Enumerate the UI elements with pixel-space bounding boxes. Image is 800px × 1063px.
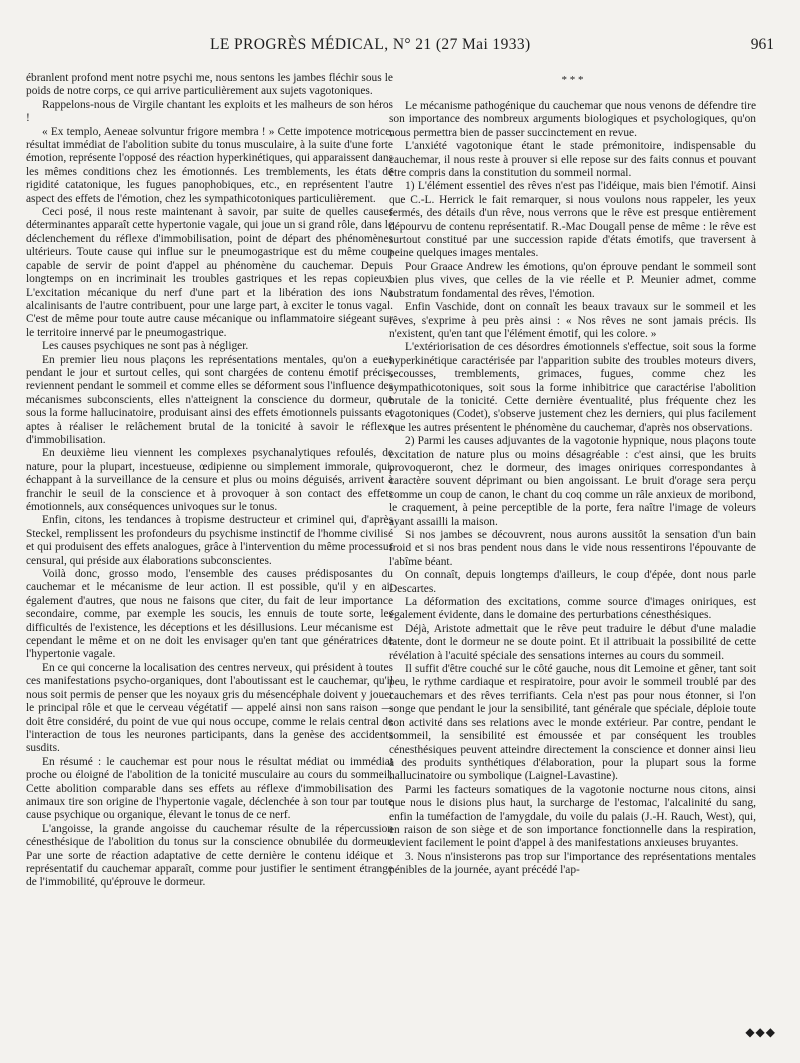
end-ornament: ◆◆◆ — [745, 1025, 776, 1039]
paragraph: Voilà donc, grosso modo, l'ensemble des causes prédisposantes du cauchemar et le mécanisme de leur action. Il est possible, qu'il y en ait également d'autres, que nous ne faisons que citer, du fait de leur importance secondaire, comme, par exemple les soucis, les ennuis de toute sorte, les difficultés de l'existence, les déceptions et les désillusions. Leur mécanisme est cependant le même et on ne doit les envisager qu'en tant que génératrices de l'hypertonie vagale. — [26, 568, 393, 661]
section-separator: * * * — [561, 74, 584, 86]
paragraph: ébranlent profond ment notre psychi me, nous sentons les jambes fléchir sous le poids de notre corps, ce qui arrive particulièrement aux sujets vagotoniques. — [26, 72, 393, 98]
paragraph: « Ex templo, Aeneae solvuntur frigore membra ! » Cette impotence motrice, résultat immédiat de l'abolition subite du tonus musculaire, à la suite d'une forte émotion, représente l'opposé des réaction hyperkinétiques, qui apparaissent dans les mêmes conditions chez les émotionnés. Les tremblements, les états de rigidité catatonique, les fugues panophobiques, etc., en représentent l'autre aspect des effets de l'émotion, chez les sympathicotoniques particulièrement. — [26, 125, 393, 205]
paragraph: Déjà, Aristote admettait que le rêve peut traduire le début d'une maladie latente, dont le dormeur ne se doute point. Et il attribuait la possibilité de cette révélation à l'acuité spéciale des sensations internes au cours du sommeil. — [389, 622, 756, 662]
paragraph: L'extériorisation de ces désordres émotionnels s'effectue, soit sous la forme hyperkinétique caractérisée par l'apparition subite des troubles moteurs divers, secousses, tremblements, grimaces, fugues, comme chez les sympathicotoniques, soit sous la forme inhibitrice que caractérise l'abolition brutale de la tonicité. Cette dernière éventualité, plus fréquente chez les vagotoniques (Codet), s'observe justement chez les derniers, qui plus facilement que les autres présentent le phénomène du cauchemar, d'après nos observations. — [389, 341, 756, 434]
paragraph: L'angoisse, la grande angoisse du cauchemar résulte de la répercussion cénesthésique de l'abolition du tonus sur la conscience obnubilée du dormeur. Par une sorte de réaction adaptative de cette dernière le contenu idéique et représentatif du cauchemar apparaît, comme pour justifier le sentiment étrange de l'immobilité, qu'éprouve le dormeur. — [26, 822, 393, 889]
journal-title: LE PROGRÈS MÉDICAL, N° 21 (27 Mai 1933) — [210, 36, 531, 53]
paragraph: Si nos jambes se découvrent, nous aurons aussitôt la sensation d'un bain froid et si nos bras pendent nous dans le vide nous ressentirons l'épouvante de l'abîme béant. — [389, 529, 756, 568]
paragraph: Ceci posé, il nous reste maintenant à savoir, par suite de quelles causes déterminantes apparaît cette hypertonie vagale, qui joue un si grand rôle, dans le déclenchement du réflexe d'immobilisation, point de départ des phénomènes ultérieurs. Toute cause qui influe sur le pneumogastrique est du même coup capable de servir de point d'appel au phénomène du cauchemar. Depuis longtemps on en incriminait les troubles gastriques et les repas copieux. L'excitation mécanique du nerf d'une part et la libération des ions Na alcalinisants de l'autre contribuent, pour une large part, à exciter le tonus vagal. C'est de même pour toute autre cause mécanique ou inflammatoire siégeant sur le territoire innervé par le pneumogastrique. — [26, 206, 393, 339]
paragraph: Enfin, citons, les tendances à tropisme destructeur et criminel qui, d'après Steckel, remplissent les profondeurs du psychisme instinctif de l'homme civilisé et qui produisent des effets analogues, grâce à l'intervention du même processus censural, qui préside aux élaborations subconscientes. — [26, 514, 393, 567]
paragraph: On connaît, depuis longtemps d'ailleurs, le coup d'épée, dont nous parle Descartes. — [389, 569, 756, 595]
paragraph: 2) Parmi les causes adjuvantes de la vagotonie hypnique, nous plaçons toute excitation de nature plus ou moins désagréable : c'est ainsi, que les bruits provoqueront, chez le dormeur, des images oniriques correspondantes à caractère souvent déprimant ou bien angoissant. Le bruit d'orage sera perçu comme un coup de canon, le chant du coq comme un râle anxieux de moribond, le craquement, à peine perceptible de la porte, fera naître l'image de voleurs ayant assailli la maison. — [389, 435, 756, 528]
paragraph: 3. Nous n'insisterons pas trop sur l'importance des représentations mentales pénibles de la journée, ayant précédé l'ap- — [389, 850, 756, 877]
paragraph: Rappelons-nous de Virgile chantant les exploits et les malheurs de son héros ! — [26, 98, 393, 125]
right-column — [389, 76, 756, 878]
paragraph: Pour Graace Andrew les émotions, qu'on éprouve pendant le sommeil sont bien plus vives, que celles de la vie réelle et P. Meunier admet, comme substratum fondamental des rêves, l'émotion. — [389, 260, 756, 300]
paragraph: Les causes psychiques ne sont pas à négliger. — [42, 340, 249, 353]
paragraph: Il suffit d'être couché sur le côté gauche, nous dit Lemoine et gêner, tant soit peu, le rythme cardiaque et respiratoire, pour avoir le sommeil troublé par des cauchemars et des rêves terrifiants. Cela n'est pas pour nous étonner, si l'on songe que pendant le jour la sensibilité, tant générale que spéciale, déploie toute son activité dans ses relations avec le monde extérieur. Par contre, pendant le sommeil, la sensibilité est émoussée et par conséquent les troubles cénesthésiques peuvent atteindre directement la conscience et donner ainsi lieu à des produits synthétiques d'élaboration, pour la plupart sous la forme hallucinatoire ou symbolique (Laignel-Lavastine). — [389, 663, 756, 783]
paragraph: L'anxiété vagotonique étant le stade prémonitoire, indispensable du cauchemar, il nous reste à prouver si elle repose sur des faits connus et pouvant être compris dans la constitution du sommeil normal. — [389, 140, 756, 180]
paragraph: En deuxième lieu viennent les complexes psychanalytiques refoulés, de nature, pour la plupart, incestueuse, œdipienne ou simplement immorale, qui, échappant à la surveillance de la censure et plus ou moins déguisés, arrivent à franchir le seuil de la conscience et à provoquer à son contact des effets émotionnels, aux conséquences univoques sur le tonus. — [26, 447, 393, 513]
paragraph: Le mécanisme pathogénique du cauchemar que nous venons de défendre tire son importance des nombreux arguments biologiques et psychologiques, qu'on nous permettra bien de passer succinctement en revue. — [389, 100, 756, 139]
paragraph: En ce qui concerne la localisation des centres nerveux, qui président à toutes ces manifestations psycho-organiques, dont l'aboutissant est le cauchemar, qu'il nous soit permis de penser que les noyaux gris du mésencéphale doivent y jouer le principal rôle et que le cerveau végétatif — appelé ainsi non sans raison — doit être considéré, du point de vue qui nous occupe, comme le relais central de l'interaction de tous les neurones participants, dans la genèse des accidents susdits. — [26, 661, 393, 755]
left-column — [26, 72, 393, 890]
paragraph: Parmi les facteurs somatiques de la vagotonie nocturne nous citons, ainsi que nous le disions plus haut, la surcharge de l'estomac, l'alcalinité du sang, enfin la tuméfaction de l'amygdale, du voile du palais (J.-H. Rauch, West), qui, en raison de son siège et de son importance fonctionnelle dans la respiration, devient facilement le point d'appel à des manifestations anxieuses bruyantes. — [389, 783, 756, 850]
paragraph: En résumé : le cauchemar est pour nous le résultat médiat ou immédiat proche ou éloigné de l'abolition de la tonicité musculaire au cours du sommeil. Cette abolition comparable dans ses effets au réflexe d'immobilisation des animaux tire son origine de l'hypertonie vagale, déclenchée à son tour par toute cause psychique ou organique, élevant le tonus de ce nerf. — [26, 755, 393, 822]
page-header — [0, 0, 800, 62]
page-number: 961 — [750, 36, 774, 53]
paragraph: La déformation des excitations, comme source d'images oniriques, est également évidente, dans le domaine des perturbations cénesthésiques. — [389, 596, 756, 622]
paragraph: Enfin Vaschide, dont on connaît les beaux travaux sur le sommeil et les rêves, s'exprime à peu près ainsi : « Nos rêves ne sont jamais précis. Ils n'existent, qu'en tant que l'élément émotif, qui les colore. » — [389, 301, 756, 340]
paragraph: En premier lieu nous plaçons les représentations mentales, qu'on a eues pendant le jour et surtout celles, qui sont chargées de contenu émotif précis, reviennent pendant le sommeil et comme elles se déforment sous l'influence des mécanismes subconscients, elles n'atteignent la conscience du dormeur, que sous la forme hallucinatoire, produisant ainsi des effets émotionnels puissants et aptes à réaliser le relâchement brutal de la tonicité à savoir le réflexe d'immobilisation. — [26, 353, 393, 446]
paragraph: 1) L'élément essentiel des rêves n'est pas l'idéique, mais bien l'émotif. Ainsi que C.-L. Herrick le fait remarquer, si nous voulons nous rappeler, les yeux fermés, des détails d'un rêve, nous verrons que le rêve est presque entièrement dépourvu de contenu représentatif. R.-Mac Dougall pense de même : le rêve est surtout constitué par une succession rapide d'états émotifs, que traversent à peine quelques images mentales. — [389, 180, 756, 260]
